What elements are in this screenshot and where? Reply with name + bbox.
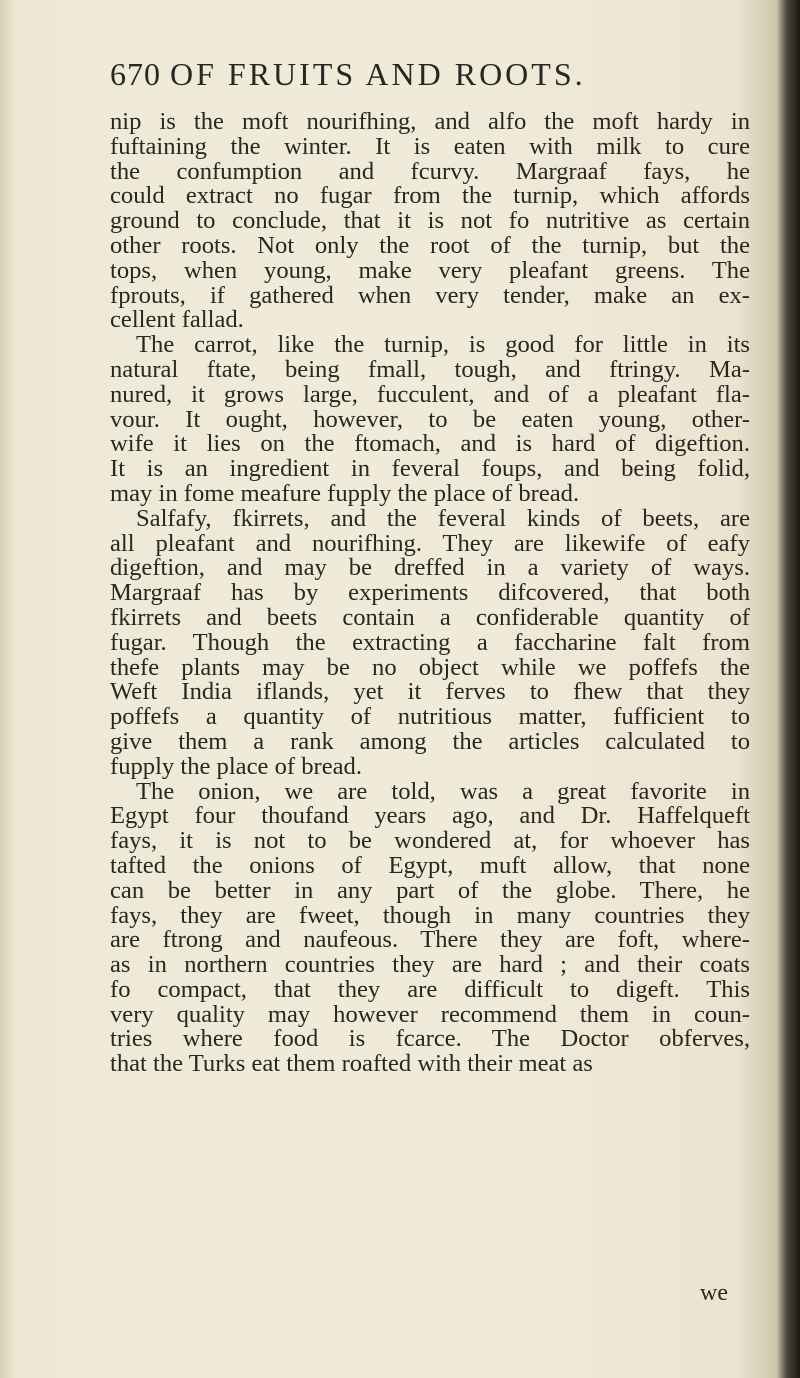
text-line: wife it lies on the ftomach, and is hard of digeftion. — [110, 430, 750, 458]
text-line: Margraaf has by experiments difcovered, that both — [110, 579, 750, 607]
text-line: are ftrong and naufeous. There they are foft, where- — [110, 926, 750, 954]
text-line: tops, when young, make very pleafant greens. The — [110, 256, 750, 284]
text-line: nured, it grows large, fucculent, and of a pleafant fla- — [110, 380, 750, 408]
text-line: digeftion, and may be dreffed in a variety of ways. — [110, 554, 750, 582]
text-line: all pleafant and nourifhing. They are likewife of eafy — [110, 529, 750, 557]
body-text — [110, 110, 750, 1077]
text-line: cellent fallad. — [110, 306, 244, 334]
text-line: that the Turks eat them roafted with their meat as — [110, 1050, 593, 1078]
text-line: fprouts, if gathered when very tender, make an ex- — [110, 281, 750, 309]
text-line: could extract no fugar from the turnip, which affords — [110, 182, 750, 210]
text-line: give them a rank among the articles calculated to — [110, 727, 750, 755]
text-line: tafted the onions of Egypt, muft allow, that none — [110, 851, 750, 879]
text-line: the confumption and fcurvy. Margraaf fays, he — [110, 157, 750, 185]
text-line: The carrot, like the turnip, is good for little in its — [136, 331, 750, 359]
text-line: may in fome meafure fupply the place of bread. — [110, 479, 580, 507]
text-line: other roots. Not only the root of the turnip, but the — [110, 231, 750, 259]
text-line: It is an ingredient in feveral foups, and being folid, — [110, 455, 750, 483]
text-line: tries where food is fcarce. The Doctor obferves, — [110, 1025, 750, 1053]
text-line: vour. It ought, however, to be eaten young, other- — [110, 405, 750, 433]
text-line: Weft India iflands, yet it ferves to fhew that they — [110, 678, 750, 706]
catchword: we — [700, 1280, 728, 1306]
text-line: Egypt four thoufand years ago, and Dr. Haffelqueft — [110, 802, 750, 830]
text-line: fkirrets and beets contain a confiderable quantity of — [110, 603, 750, 631]
text-line: fupply the place of bread. — [110, 752, 362, 780]
text-line: fays, it is not to be wondered at, for whoever has — [110, 827, 750, 855]
text-line: poffefs a quantity of nutritious matter, fufficient to — [110, 703, 750, 731]
text-line: fays, they are fweet, though in many countries they — [110, 901, 750, 929]
page-gutter-shadow — [0, 0, 14, 1378]
text-line: can be better in any part of the globe. There, he — [110, 876, 750, 904]
text-line: as in northern countries they are hard ; and their coats — [110, 951, 750, 979]
text-line: very quality may however recommend them in coun- — [110, 1000, 750, 1028]
text-line: fo compact, that they are difficult to digeft. This — [110, 975, 750, 1003]
text-line: natural ftate, being fmall, tough, and ftringy. Ma- — [110, 355, 750, 383]
text-line: ground to conclude, that it is not fo nutritive as certain — [110, 207, 750, 235]
text-line: nip is the moft nourifhing, and alfo the moft hardy in — [110, 108, 750, 135]
running-head: OF FRUITS AND ROOTS. — [170, 56, 586, 92]
text-line: The onion, we are told, was a great favorite in — [136, 777, 750, 805]
page-edge-shadow — [778, 0, 800, 1378]
text-line: fugar. Though the extracting a faccharine falt from — [110, 628, 750, 656]
page-header — [110, 56, 750, 104]
text-line: thefe plants may be no object while we poffefs the — [110, 653, 750, 681]
text-line: fuftaining the winter. It is eaten with milk to cure — [110, 132, 750, 160]
page-number: 670 — [110, 56, 161, 92]
text-line: Salfafy, fkirrets, and the feveral kinds of beets, are — [136, 504, 750, 532]
